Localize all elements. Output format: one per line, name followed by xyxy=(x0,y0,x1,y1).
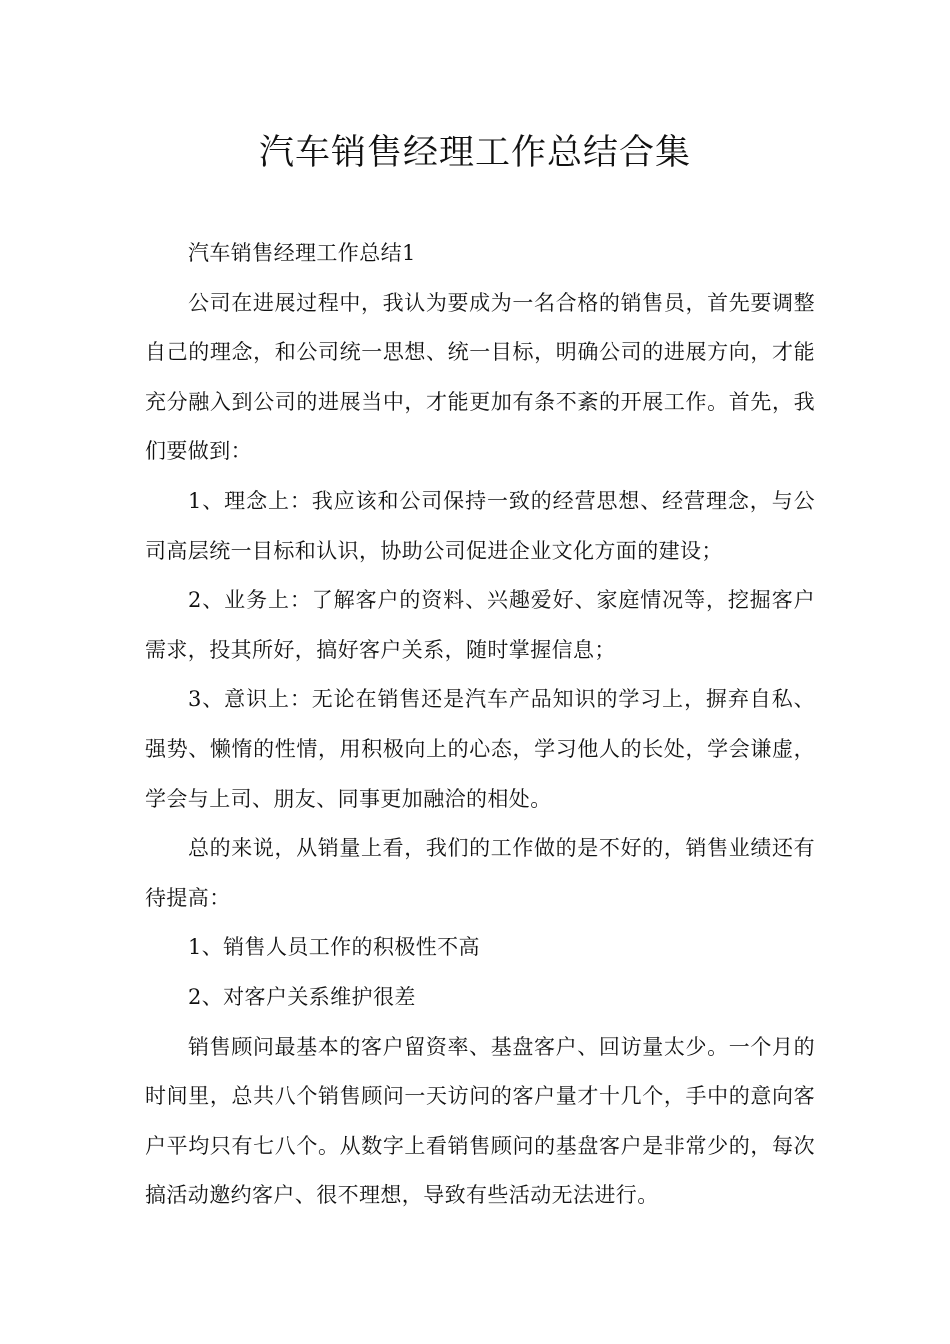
paragraph-item-awareness: 3、意识上：无论在销售还是汽车产品知识的学习上，摒弃自私、强势、懒惰的性情，用积极向上的心态，学习他人的长处，学会谦虚，学会与上司、朋友、同事更加融洽的相处。 xyxy=(145,687,815,811)
section-heading: 汽车销售经理工作总结1 xyxy=(188,241,416,265)
paragraph-intro: 公司在进展过程中，我认为要成为一名合格的销售员，首先要调整自己的理念，和公司统一思想、统一目标，明确公司的进展方向，才能充分融入到公司的进展当中，才能更加有条不紊的开展工作。首先，我们要做到： xyxy=(145,290,815,464)
paragraph-summary: 总的来说，从销量上看，我们的工作做的是不好的，销售业绩还有待提高： xyxy=(145,836,815,910)
paragraph-detail: 销售顾问最基本的客户留资率、基盘客户、回访量太少。一个月的时间里，总共八个销售顾问一天访问的客户量才十几个，手中的意向客户平均只有七八个。从数字上看销售顾问的基盘客户是非常少的，每次搞活动邀约客户、很不理想，导致有些活动无法进行。 xyxy=(145,1034,815,1208)
paragraph-issue-2: 2、对客户关系维护很差 xyxy=(188,984,416,1009)
paragraph-issue-1: 1、销售人员工作的积极性不高 xyxy=(188,935,480,960)
paragraph-item-business: 2、业务上：了解客户的资料、兴趣爱好、家庭情况等，挖掘客户需求，投其所好，搞好客户关系，随时掌握信息； xyxy=(145,588,815,662)
document-body xyxy=(145,229,815,1221)
document-title: 汽车销售经理工作总结合集 xyxy=(258,133,691,173)
paragraph-item-concept: 1、理念上：我应该和公司保持一致的经营思想、经营理念，与公司高层统一目标和认识，协助公司促进企业文化方面的建设； xyxy=(145,488,815,563)
